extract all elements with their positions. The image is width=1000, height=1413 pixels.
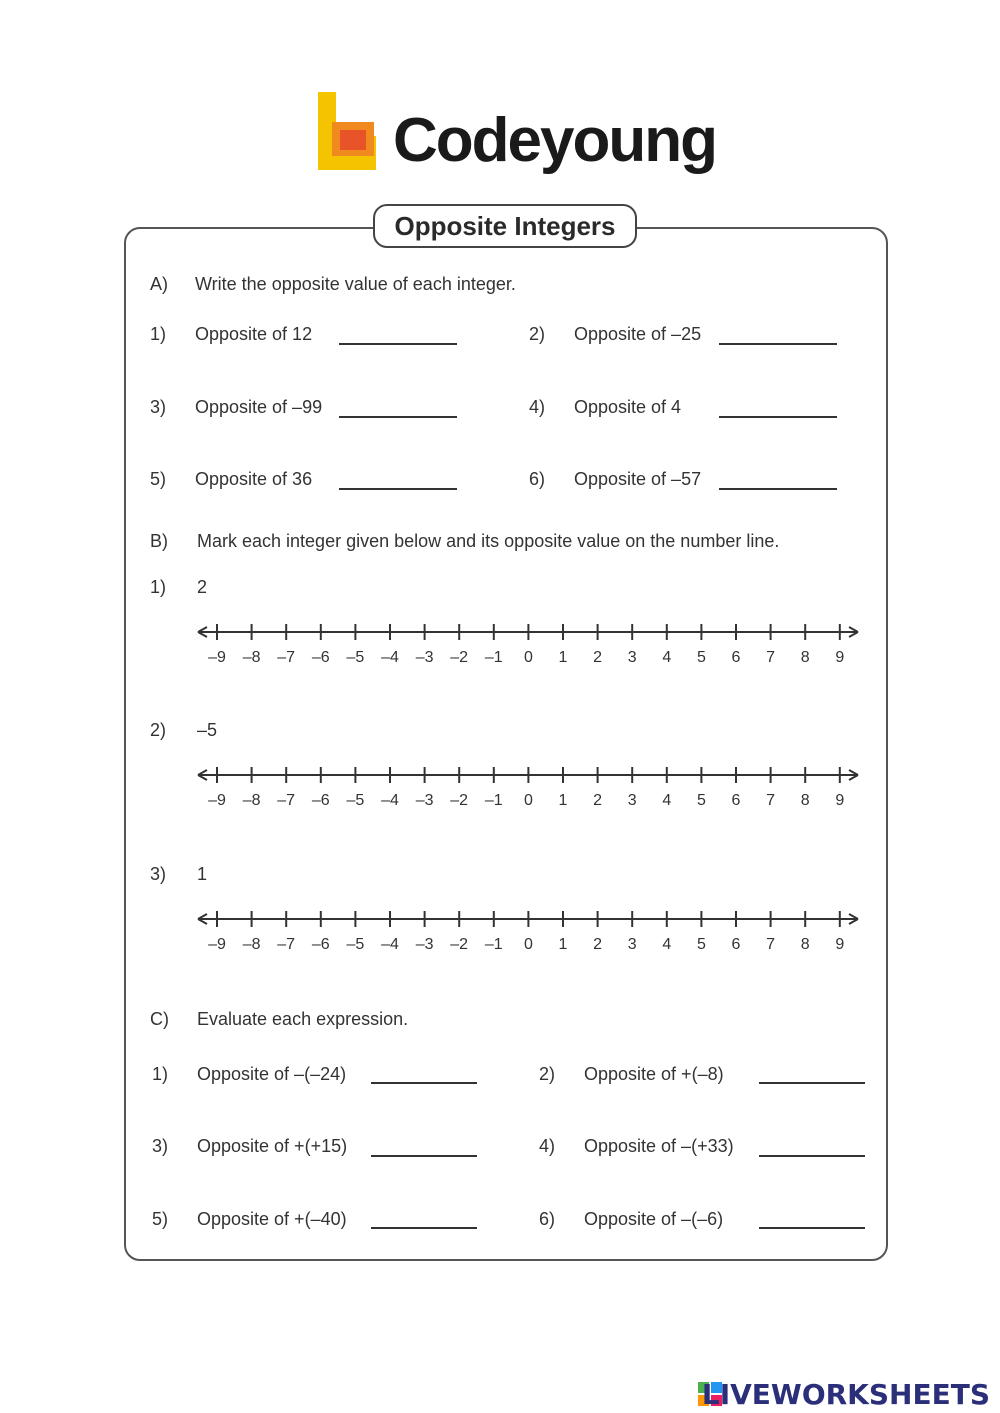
tick-label: 7 (766, 936, 776, 953)
tick-label: –7 (277, 936, 296, 953)
tick-label: 2 (593, 649, 603, 666)
c-item-2-number: 2) (539, 1064, 556, 1084)
tick-label: 2 (593, 792, 603, 809)
tick-label: –6 (311, 792, 330, 809)
tick-label: 4 (662, 936, 672, 953)
b-item-2-number: 2) (150, 720, 167, 740)
tick-label: 8 (800, 792, 810, 809)
footer-brand: LIVEWORKSHEETS (701, 1378, 990, 1411)
tick-label: 3 (627, 649, 637, 666)
c-item-3-number: 3) (152, 1136, 169, 1156)
c-item-4-text: Opposite of –(+33) (584, 1136, 734, 1156)
tick-label: 1 (558, 792, 568, 809)
a-item-1-answer-blank[interactable] (339, 343, 457, 345)
tick-label: –1 (484, 936, 503, 953)
tick-label: 8 (800, 649, 810, 666)
tick-label: –3 (415, 649, 434, 666)
a-item-5-answer-blank[interactable] (339, 488, 457, 490)
tick-label: –5 (346, 649, 365, 666)
section-b-letter: B) (150, 531, 168, 551)
tick-label: 1 (558, 936, 568, 953)
tick-label: 9 (835, 936, 845, 953)
section-c-instruction: Evaluate each expression. (197, 1009, 409, 1029)
worksheet-frame (124, 227, 888, 1261)
number-line-axis (190, 765, 890, 785)
tick-label: 6 (731, 936, 741, 953)
a-item-6-answer-blank[interactable] (719, 488, 837, 490)
a-item-2-text: Opposite of –25 (574, 324, 702, 344)
tick-label: –1 (484, 649, 503, 666)
tick-label: 0 (523, 649, 533, 666)
a-item-5-number: 5) (150, 469, 167, 489)
a-item-2-answer-blank[interactable] (719, 343, 837, 345)
tick-label: –6 (311, 936, 330, 953)
tick-label: –2 (450, 936, 469, 953)
c-item-5-answer-blank[interactable] (371, 1227, 477, 1229)
b-item-3-value: 1 (197, 864, 208, 884)
tick-label: 9 (835, 649, 845, 666)
a-item-1-number: 1) (150, 324, 167, 344)
a-item-5-text: Opposite of 36 (195, 469, 313, 489)
b-item-3-number: 3) (150, 864, 167, 884)
c-item-1-text: Opposite of –(–24) (197, 1064, 347, 1084)
number-line-axis (190, 909, 890, 929)
a-item-6-number: 6) (529, 469, 546, 489)
c-item-5-number: 5) (152, 1209, 169, 1229)
tick-label: 3 (627, 936, 637, 953)
tick-label: 6 (731, 792, 741, 809)
a-item-2-number: 2) (529, 324, 546, 344)
tick-label: –9 (208, 649, 226, 666)
tick-label: –8 (242, 936, 261, 953)
tick-label: –4 (381, 936, 399, 953)
tick-label: 8 (800, 936, 810, 953)
tick-label: –2 (450, 649, 469, 666)
tick-label: –1 (484, 792, 503, 809)
a-item-3-number: 3) (150, 397, 167, 417)
b-item-1-value: 2 (197, 577, 208, 597)
brand-name: Codeyoung (393, 106, 716, 175)
a-item-1-text: Opposite of 12 (195, 324, 313, 344)
c-item-6-number: 6) (539, 1209, 556, 1229)
tick-label: –4 (381, 649, 399, 666)
c-item-3-answer-blank[interactable] (371, 1155, 477, 1157)
c-item-2-text: Opposite of +(–8) (584, 1064, 724, 1084)
section-c-letter: C) (150, 1009, 169, 1029)
tick-label: –4 (381, 792, 399, 809)
tick-label: 7 (766, 792, 776, 809)
section-a-letter: A) (150, 274, 168, 294)
tick-label: –5 (346, 792, 365, 809)
tick-label: 3 (627, 792, 637, 809)
a-item-4-number: 4) (529, 397, 546, 417)
a-item-4-text: Opposite of 4 (574, 397, 682, 417)
a-item-4-answer-blank[interactable] (719, 416, 837, 418)
c-item-3-text: Opposite of +(+15) (197, 1136, 348, 1156)
tick-label: –9 (208, 792, 226, 809)
tick-label: 5 (696, 649, 706, 666)
c-item-1-answer-blank[interactable] (371, 1082, 477, 1084)
a-item-6-text: Opposite of –57 (574, 469, 702, 489)
a-item-3-answer-blank[interactable] (339, 416, 457, 418)
c-item-6-answer-blank[interactable] (759, 1227, 865, 1229)
b-item-1-number: 1) (150, 577, 167, 597)
c-item-1-number: 1) (152, 1064, 169, 1084)
c-item-4-number: 4) (539, 1136, 556, 1156)
tick-label: 4 (662, 649, 672, 666)
tick-label: 1 (558, 649, 568, 666)
c-item-6-text: Opposite of –(–6) (584, 1209, 724, 1229)
c-item-2-answer-blank[interactable] (759, 1082, 865, 1084)
tick-label: 4 (662, 792, 672, 809)
tick-label: 9 (835, 792, 845, 809)
tick-label: 5 (696, 936, 706, 953)
tick-label: –3 (415, 936, 434, 953)
tick-label: –7 (277, 649, 296, 666)
tick-label: –2 (450, 792, 469, 809)
codeyoung-logo-icon (318, 92, 380, 172)
c-item-5-text: Opposite of +(–40) (197, 1209, 347, 1229)
tick-label: –8 (242, 649, 261, 666)
page-title: Opposite Integers (373, 204, 637, 248)
section-a-instruction: Write the opposite value of each integer. (195, 274, 516, 294)
tick-label: –5 (346, 936, 365, 953)
tick-label: –3 (415, 792, 434, 809)
tick-label: 0 (523, 936, 533, 953)
a-item-3-text: Opposite of –99 (195, 397, 323, 417)
tick-label: –9 (208, 936, 226, 953)
tick-label: 2 (593, 936, 603, 953)
tick-label: –6 (311, 649, 330, 666)
number-line-axis (190, 622, 890, 642)
tick-label: –7 (277, 792, 296, 809)
tick-label: 0 (523, 792, 533, 809)
b-item-2-value: –5 (197, 720, 218, 740)
tick-label: 5 (696, 792, 706, 809)
c-item-4-answer-blank[interactable] (759, 1155, 865, 1157)
tick-label: 7 (766, 649, 776, 666)
tick-label: –8 (242, 792, 261, 809)
section-b-instruction: Mark each integer given below and its opposite value on the number line. (197, 531, 780, 551)
tick-label: 6 (731, 649, 741, 666)
